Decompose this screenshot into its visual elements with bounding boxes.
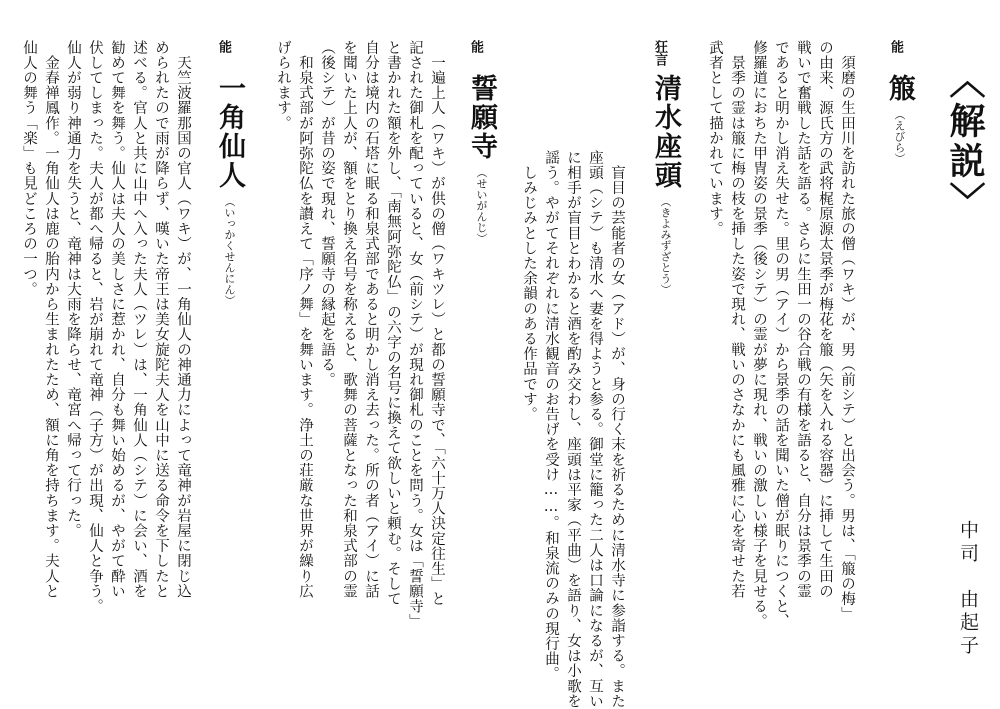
section-heading bbox=[462, 74, 501, 244]
paragraph: 金春禅鳳作。一角仙人は鹿の胎内から生まれたため、額に角を持ちます。夫人と bbox=[43, 40, 59, 599]
section-body bbox=[272, 40, 448, 680]
paragraph: （後シテ）が昔の姿で現れ、誓願寺の縁起を語る。 bbox=[319, 40, 335, 388]
section-genre-label: 能 bbox=[216, 40, 231, 53]
section-heading bbox=[210, 74, 249, 306]
section-title: 一角仙人 bbox=[214, 74, 245, 190]
paragraph: 修羅道におちた甲冑姿の景季（後シテ）の霊が夢に現れ、戦いの激しい様子を見せる。 bbox=[751, 40, 767, 629]
section-heading bbox=[646, 74, 685, 295]
paragraph: 座頭（シテ）も清水へ妻を得ようと参る。御堂に籠った二人は口論になるが、互い bbox=[587, 150, 603, 709]
section-reading: （いっかくせんにん） bbox=[223, 196, 236, 306]
paragraph: 景季の霊は箙に梅の枝を挿した姿で現れ、戦いのさなかにも風雅に心を寄せた若 bbox=[729, 40, 745, 599]
section-genre-label: 能 bbox=[888, 40, 903, 53]
section-genre-label: 狂言 bbox=[652, 40, 667, 66]
section-reading: （せいがんじ） bbox=[475, 167, 488, 244]
paragraph: しみじみとした余韻のある作品です。 bbox=[521, 150, 537, 422]
section-heading bbox=[880, 74, 919, 164]
section-title: 誓願寺 bbox=[466, 74, 497, 161]
author-name: 中司 由起子 bbox=[957, 520, 979, 658]
paragraph: 仙人が弱り神通力を失うと、竜神は大雨を降らせ、竜宮へ帰って行った。 bbox=[65, 40, 81, 539]
paragraph: 述べる。官人と共に山中へ入った夫人（ツレ）は、一角仙人（シテ）に会い、酒を bbox=[131, 40, 147, 599]
paragraph: 盲目の芸能者の女（アド）が、身の行く末を祈るために清水寺に参詣する。また bbox=[609, 150, 625, 709]
paragraph: 仙人の舞う「楽」も見どころの一つ。 bbox=[21, 40, 37, 297]
paragraph: められたので雨が降らず、嘆いた帝王は美女旋陀夫人を山中に送る命令を下したと bbox=[153, 40, 169, 599]
paragraph: 戦いで奮戦した話を語る。さらに生田一の谷合戦の有様を語ると、自分は景季の霊 bbox=[795, 40, 811, 599]
section-title: 清水座頭 bbox=[650, 74, 681, 190]
section-body bbox=[18, 40, 194, 680]
paragraph: 記された御札を配っていると、女（前シテ）が現れ御札のことを問う。女は「誓願寺」 bbox=[407, 40, 423, 629]
paragraph: 和泉式部が阿弥陀仏を讃えて「序ノ舞」を舞います。浄土の荘厳な世界が繰り広 bbox=[297, 40, 313, 599]
paragraph: 一遍上人（ワキ）が供の僧（ワキツレ）と都の誓願寺で、「六十万人決定往生」と bbox=[429, 40, 445, 607]
paragraph: 勧めて舞を舞う。仙人は夫人の美しさに惹かれ、自分も舞い始めるが、やがて酔い bbox=[109, 40, 125, 599]
paragraph: 自分は境内の石塔に眠る和泉式部であると明かし消え去った。所の者（アイ）に話 bbox=[363, 40, 379, 599]
paragraph: 武者として描かれています。 bbox=[707, 40, 723, 237]
paragraph: 謡う。やがてそれぞれに清水観音のお告げを受け……。和泉流のみの現行曲。 bbox=[543, 150, 559, 682]
section-genre-label: 能 bbox=[468, 40, 483, 53]
paragraph: 伏してしまった。夫人が都へ帰ると、岩が崩れて竜神（子方）が出現、仙人と争う。 bbox=[87, 40, 103, 614]
paragraph: 天竺波羅那国の官人（ワキ）が、一角仙人の神通力によって竜神が岩屋に閉じ込 bbox=[175, 40, 191, 599]
page-title: 〈解説〉 bbox=[944, 62, 986, 222]
paragraph: に相手が盲目とわかると酒を酌み交わし、座頭は平家（平曲）を語り、女は小歌を bbox=[565, 150, 581, 709]
section-reading: （えびら） bbox=[893, 109, 906, 164]
paragraph: 須磨の生田川を訪れた旅の僧（ワキ）が、男（前シテ）と出会う。男は、「箙の梅」 bbox=[839, 40, 855, 622]
section-reading: （きよみずざとう） bbox=[659, 196, 672, 295]
paragraph: と書かれた額を外し、「南無阿弥陀仏」の六字の名号に換えて欲しいと頼む。そして bbox=[385, 40, 401, 607]
section-body bbox=[704, 40, 858, 680]
paragraph: の由来、源氏方の武将梶原源太景季が梅花を箙（矢を入れる容器）に挿して生田の bbox=[817, 40, 833, 599]
paragraph: げられます。 bbox=[275, 40, 291, 131]
section-body bbox=[518, 150, 628, 709]
section-title: 箙 bbox=[884, 74, 915, 103]
paragraph: を聞いた上人が、額をとり換え名号を称えると、歌舞の菩薩となった和泉式部の霊 bbox=[341, 40, 357, 599]
paragraph: であると明かし消え失せた。里の男（アイ）から景季の話を聞いた僧が眠りにつくと、 bbox=[773, 40, 789, 629]
